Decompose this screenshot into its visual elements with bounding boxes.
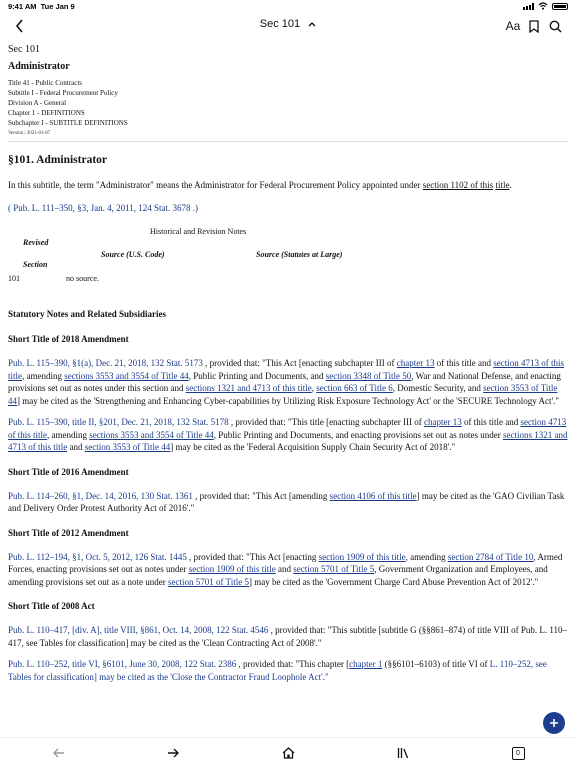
arrow-left-icon [52,748,65,758]
law-link[interactable]: section 663 of Title 6 [316,383,393,393]
citation-link[interactable]: Pub. L. 114–260, §1, Dec. 14, 2016, 130 Stat. 1361 [8,490,193,501]
short-title-2018-heading: Short Title of 2018 Amendment [8,334,129,344]
citation-link[interactable]: Pub. L. 115–390, title II, §201, Dec. 21, 2018, 132 Stat. 5178 [8,417,229,427]
plus-icon [549,718,559,728]
status-icons [523,2,568,10]
signal-icon [523,3,534,10]
law-link[interactable]: section 3553 of Title 44 [8,383,558,406]
arrow-right-icon [167,748,180,758]
divider [8,141,568,142]
battery-icon [552,3,568,10]
breadcrumb [8,78,568,128]
breadcrumb-item: Subtitle I - Federal Procurement Policy [8,89,118,97]
law-link[interactable]: chapter 13 [396,358,435,368]
history-forward-button[interactable] [159,742,187,764]
note-2016: Pub. L. 114–260, §1, Dec. 14, 2016, 130 Stat. 1361 , provided that: "This Act [amending section 4106 of this title] may be cited as the 'GAO Civilian Task and Delivery Order Protest Authority Act of 2016'." [8,490,565,513]
bookmark-icon [529,20,539,33]
col-header-section: Section [23,260,48,269]
status-time-date: 9:41 AM Tue Jan 9 [8,2,75,11]
source-citation-link[interactable]: ( Pub. L. 111–350, §3, Jan. 4, 2011, 124 Stat. 3678 .) [8,202,198,213]
history-back-button[interactable] [44,742,72,764]
section-heading: §101. Administrator [8,154,108,166]
bookmark-button[interactable] [526,14,542,38]
law-link[interactable]: sections 1321 and 4713 of this title [8,429,568,452]
note-2008b: Pub. L. 110–252, title VI, §6101, June 30, 2008, 122 Stat. 2386 , provided that: "This chapter [chapter 1 (§§6101–6103) of title VI of L. 110–252, see Tables for classification] may be cited as the 'Close the Contractor Fraud Loophole Act'." [8,659,547,682]
version-label: Version | 2021-01-07 [8,131,51,136]
document-content [8,42,568,683]
law-link[interactable]: section 4713 of this title [8,417,567,440]
law-link[interactable]: section 5701 of Title 5 [293,564,375,574]
font-size-icon: Aa [505,19,521,33]
law-link[interactable]: section 1909 of this title [188,564,276,574]
notes-heading: Statutory Notes and Related Subsidiaries [8,309,167,319]
section-number: Sec 101 [8,44,40,55]
law-link[interactable]: section 2784 of Title 10 [447,551,534,562]
section-title-menu[interactable] [0,18,576,30]
status-bar [0,0,576,14]
bottom-toolbar [0,737,576,768]
house-icon [282,747,295,759]
citation-link[interactable]: Pub. L. 112–194, §1, Oct. 5, 2012, 126 Stat. 1445 [8,551,187,562]
revision-notes-heading: Historical and Revision Notes [150,227,247,236]
chevron-up-icon [308,21,316,27]
search-button[interactable] [546,14,564,38]
citation-link[interactable]: Pub. L. 110–252, title VI, §6101, June 30, 2008, 122 Stat. 2386 [8,659,237,669]
note-2008a: Pub. L. 110–417, [div. A], title VIII, §861, Oct. 14, 2008, 122 Stat. 4546 , provided that: "This subtitle [subtitle G (§§861–874) of title VIII of Pub. L. 110–417, see Tables for classification] may be cited as the 'Clean Contracting Act of 2008'." [8,625,568,648]
citation-link[interactable]: Pub. L. 110–417, [div. A], title VIII, §861, Oct. 14, 2008, 122 Stat. 4546 [8,625,269,635]
table-cell-section: 101 [8,274,20,283]
law-link[interactable]: section 3348 of Title 50 [325,370,412,381]
short-title-2016-heading: Short Title of 2016 Amendment [8,466,129,477]
citation-link[interactable]: Pub. L. 115–390, §1(a), Dec. 21, 2018, 132 Stat. 5173 [8,358,203,368]
breadcrumb-item: Subchapter I - SUBTITLE DEFINITIONS [8,119,128,127]
add-note-button[interactable] [543,712,565,734]
breadcrumb-item: Chapter 1 - DEFINITIONS [8,109,85,117]
wifi-icon [538,2,548,10]
note-2018a: Pub. L. 115–390, §1(a), Dec. 21, 2018, 132 Stat. 5173 , provided that: "This Act [enacting subchapter III of chapter 13 of this title and section 4713 of this title, amending sections 3553 and 3554 of Title 44, Public Printing and Documents, and section 3348 of Title 50, War and National Defense, and enacting provisions set out as notes under this section and sections 1321 and 4713 of this title, section 663 of Title 6, Domestic Security, and section 3553 of Title 44] may be cited as the 'Strengthening and Enhancing Cyber-capabilities by Utilizing Risk Exposure Technology Act' or the 'SECURE Technology Act'." [8,358,565,406]
law-link[interactable]: chapter 1 [349,659,383,669]
law-link[interactable]: section 5701 of Title 5 [167,576,249,587]
link-section-1102[interactable]: section 1102 of this [422,180,494,190]
note-2018b: Pub. L. 115–390, title II, §201, Dec. 21, 2018, 132 Stat. 5178 , provided that: "This title [enacting subchapter III of chapter 13 of this title and section 4713 of this title, amending sections 3553 and 3554 of Title 44, Public Printing and Documents, and enacting provisions set out as notes under sections 1321 and 4713 of this title and section 3553 of Title 44] may be cited as the 'Federal Acquisition Supply Chain Security Act of 2018'." [8,417,568,452]
link-title[interactable]: title [495,180,510,190]
note-2012: Pub. L. 112–194, §1, Oct. 5, 2012, 126 Stat. 1445 , provided that: "This Act [enacting section 1909 of this title, amending section 2784 of Title 10, Armed Forces, enacting provisions set out as notes under section 1909 of this title and section 5701 of Title 5, Government Organization and Employees, and amending provisions set out as a note under section 5701 of Title 5] may be cited as the 'Government Charge Card Abuse Prevention Act of 2012'." [8,551,563,587]
law-link[interactable]: sections 3553 and 3554 of Title 44 [64,370,189,381]
short-title-2012-heading: Short Title of 2012 Amendment [8,527,129,538]
col-header-source-law: Source (Statutes at Large) [256,250,343,259]
nav-title: Sec 101 [259,18,301,30]
law-link[interactable]: section 3553 of Title 44 [84,442,171,452]
tabs-count-icon: 0 [512,747,525,760]
breadcrumb-item: Division A - General [8,99,67,107]
law-link[interactable]: chapter 13 [424,417,462,427]
law-link[interactable]: sections 3553 and 3554 of Title 44 [89,429,214,440]
tabs-button[interactable] [504,742,532,764]
law-link[interactable]: section 1909 of this title [318,551,406,562]
col-header-revised: Revised [23,238,49,247]
nav-bar [0,14,576,38]
library-button[interactable] [389,742,417,764]
search-icon [549,20,562,33]
revision-notes-table [8,236,568,292]
col-header-source-code: Source (U.S. Code) [101,250,165,259]
books-icon [397,747,410,759]
law-link[interactable]: section 4713 of this title [8,358,565,381]
law-link[interactable]: section 4106 of this title [329,490,417,501]
section-text: In this subtitle, the term "Administrator" means the Administrator for Federal Procurement Policy appointed under section 1102 of this title. [8,180,512,190]
table-cell-source: no source. [66,274,99,283]
font-size-button[interactable] [502,14,524,38]
home-button[interactable] [274,742,302,764]
law-link[interactable]: sections 1321 and 4713 of this title [185,383,312,393]
section-name: Administrator [8,61,70,72]
short-title-2008-heading: Short Title of 2008 Act [8,601,95,611]
breadcrumb-item: Title 41 - Public Contracts [8,79,83,87]
